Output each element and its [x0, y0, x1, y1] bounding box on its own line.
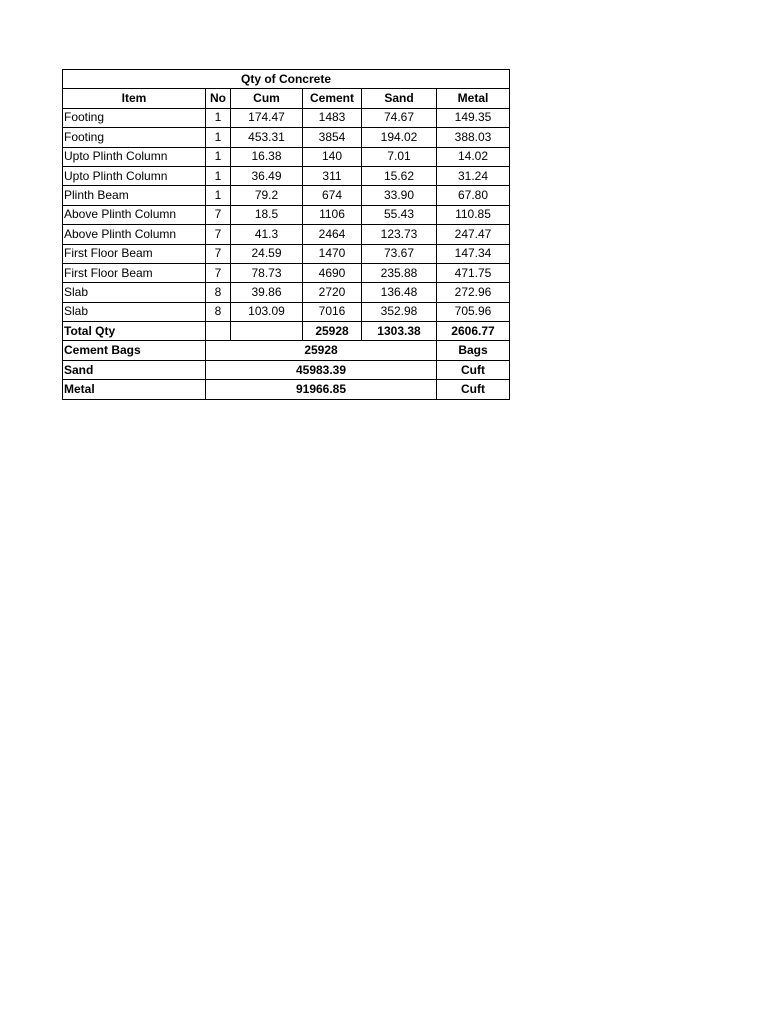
- cell-item: Above Plinth Column: [63, 225, 206, 244]
- header-sand: Sand: [362, 89, 437, 108]
- total-cum-empty: [231, 322, 303, 341]
- header-cement: Cement: [303, 89, 362, 108]
- table-row: [63, 263, 510, 282]
- cell-sand: 74.67: [362, 108, 437, 127]
- cell-cum: 103.09: [231, 302, 303, 321]
- total-label: Total Qty: [63, 322, 206, 341]
- summary-unit: Cuft: [437, 360, 510, 379]
- cell-no: 7: [206, 225, 231, 244]
- cell-cement: 2720: [303, 283, 362, 302]
- summary-value: 91966.85: [206, 380, 437, 399]
- cell-no: 7: [206, 205, 231, 224]
- summary-row-cement-bags: [63, 341, 510, 360]
- cell-item: Slab: [63, 283, 206, 302]
- cell-cum: 18.5: [231, 205, 303, 224]
- cell-item: First Floor Beam: [63, 263, 206, 282]
- cell-cement: 3854: [303, 128, 362, 147]
- cell-item: Upto Plinth Column: [63, 147, 206, 166]
- cell-cement: 674: [303, 186, 362, 205]
- table-title: Qty of Concrete: [63, 70, 510, 89]
- summary-unit: Cuft: [437, 380, 510, 399]
- cell-no: 1: [206, 108, 231, 127]
- table-row: [63, 205, 510, 224]
- table-row: [63, 128, 510, 147]
- cell-cement: 2464: [303, 225, 362, 244]
- cell-cement: 4690: [303, 263, 362, 282]
- table-row: [63, 108, 510, 127]
- cell-cum: 16.38: [231, 147, 303, 166]
- cell-cement: 140: [303, 147, 362, 166]
- table-row: [63, 244, 510, 263]
- header-row: [63, 89, 510, 108]
- total-metal: 2606.77: [437, 322, 510, 341]
- header-item: Item: [63, 89, 206, 108]
- cell-no: 8: [206, 283, 231, 302]
- title-row: [63, 70, 510, 89]
- table-row: [63, 283, 510, 302]
- cell-item: Upto Plinth Column: [63, 166, 206, 185]
- cell-cum: 24.59: [231, 244, 303, 263]
- cell-cement: 1483: [303, 108, 362, 127]
- cell-no: 1: [206, 186, 231, 205]
- cell-item: Slab: [63, 302, 206, 321]
- cell-item: Footing: [63, 128, 206, 147]
- cell-no: 1: [206, 166, 231, 185]
- cell-sand: 123.73: [362, 225, 437, 244]
- cell-sand: 235.88: [362, 263, 437, 282]
- cell-sand: 33.90: [362, 186, 437, 205]
- header-no: No: [206, 89, 231, 108]
- cell-cum: 41.3: [231, 225, 303, 244]
- cell-cement: 7016: [303, 302, 362, 321]
- total-row: [63, 322, 510, 341]
- cell-sand: 55.43: [362, 205, 437, 224]
- cell-metal: 471.75: [437, 263, 510, 282]
- table-row: [63, 166, 510, 185]
- cell-sand: 136.48: [362, 283, 437, 302]
- header-metal: Metal: [437, 89, 510, 108]
- cell-cum: 453.31: [231, 128, 303, 147]
- summary-row-sand: [63, 360, 510, 379]
- total-no-empty: [206, 322, 231, 341]
- cell-no: 1: [206, 147, 231, 166]
- cell-cum: 39.86: [231, 283, 303, 302]
- cell-cement: 311: [303, 166, 362, 185]
- cell-cement: 1470: [303, 244, 362, 263]
- cell-sand: 73.67: [362, 244, 437, 263]
- total-sand: 1303.38: [362, 322, 437, 341]
- summary-value: 45983.39: [206, 360, 437, 379]
- summary-row-metal: [63, 380, 510, 399]
- table-row: [63, 302, 510, 321]
- cell-cum: 36.49: [231, 166, 303, 185]
- cell-no: 8: [206, 302, 231, 321]
- cell-item: Plinth Beam: [63, 186, 206, 205]
- cell-sand: 7.01: [362, 147, 437, 166]
- table-row: [63, 225, 510, 244]
- summary-unit: Bags: [437, 341, 510, 360]
- cell-metal: 31.24: [437, 166, 510, 185]
- summary-label: Metal: [63, 380, 206, 399]
- cell-cum: 79.2: [231, 186, 303, 205]
- cell-metal: 67.80: [437, 186, 510, 205]
- cell-cement: 1106: [303, 205, 362, 224]
- cell-metal: 147.34: [437, 244, 510, 263]
- cell-item: Above Plinth Column: [63, 205, 206, 224]
- cell-item: Footing: [63, 108, 206, 127]
- cell-metal: 272.96: [437, 283, 510, 302]
- cell-sand: 352.98: [362, 302, 437, 321]
- cell-metal: 149.35: [437, 108, 510, 127]
- cell-cum: 174.47: [231, 108, 303, 127]
- cell-sand: 15.62: [362, 166, 437, 185]
- summary-label: Sand: [63, 360, 206, 379]
- cell-metal: 705.96: [437, 302, 510, 321]
- table-body: [63, 108, 510, 321]
- cell-no: 1: [206, 128, 231, 147]
- cell-item: First Floor Beam: [63, 244, 206, 263]
- cell-sand: 194.02: [362, 128, 437, 147]
- summary-value: 25928: [206, 341, 437, 360]
- cell-metal: 110.85: [437, 205, 510, 224]
- header-cum: Cum: [231, 89, 303, 108]
- table-row: [63, 186, 510, 205]
- cell-no: 7: [206, 244, 231, 263]
- concrete-quantity-table: [62, 69, 510, 400]
- cell-no: 7: [206, 263, 231, 282]
- summary-label: Cement Bags: [63, 341, 206, 360]
- cell-metal: 14.02: [437, 147, 510, 166]
- cell-metal: 247.47: [437, 225, 510, 244]
- total-cement: 25928: [303, 322, 362, 341]
- cell-metal: 388.03: [437, 128, 510, 147]
- table-row: [63, 147, 510, 166]
- cell-cum: 78.73: [231, 263, 303, 282]
